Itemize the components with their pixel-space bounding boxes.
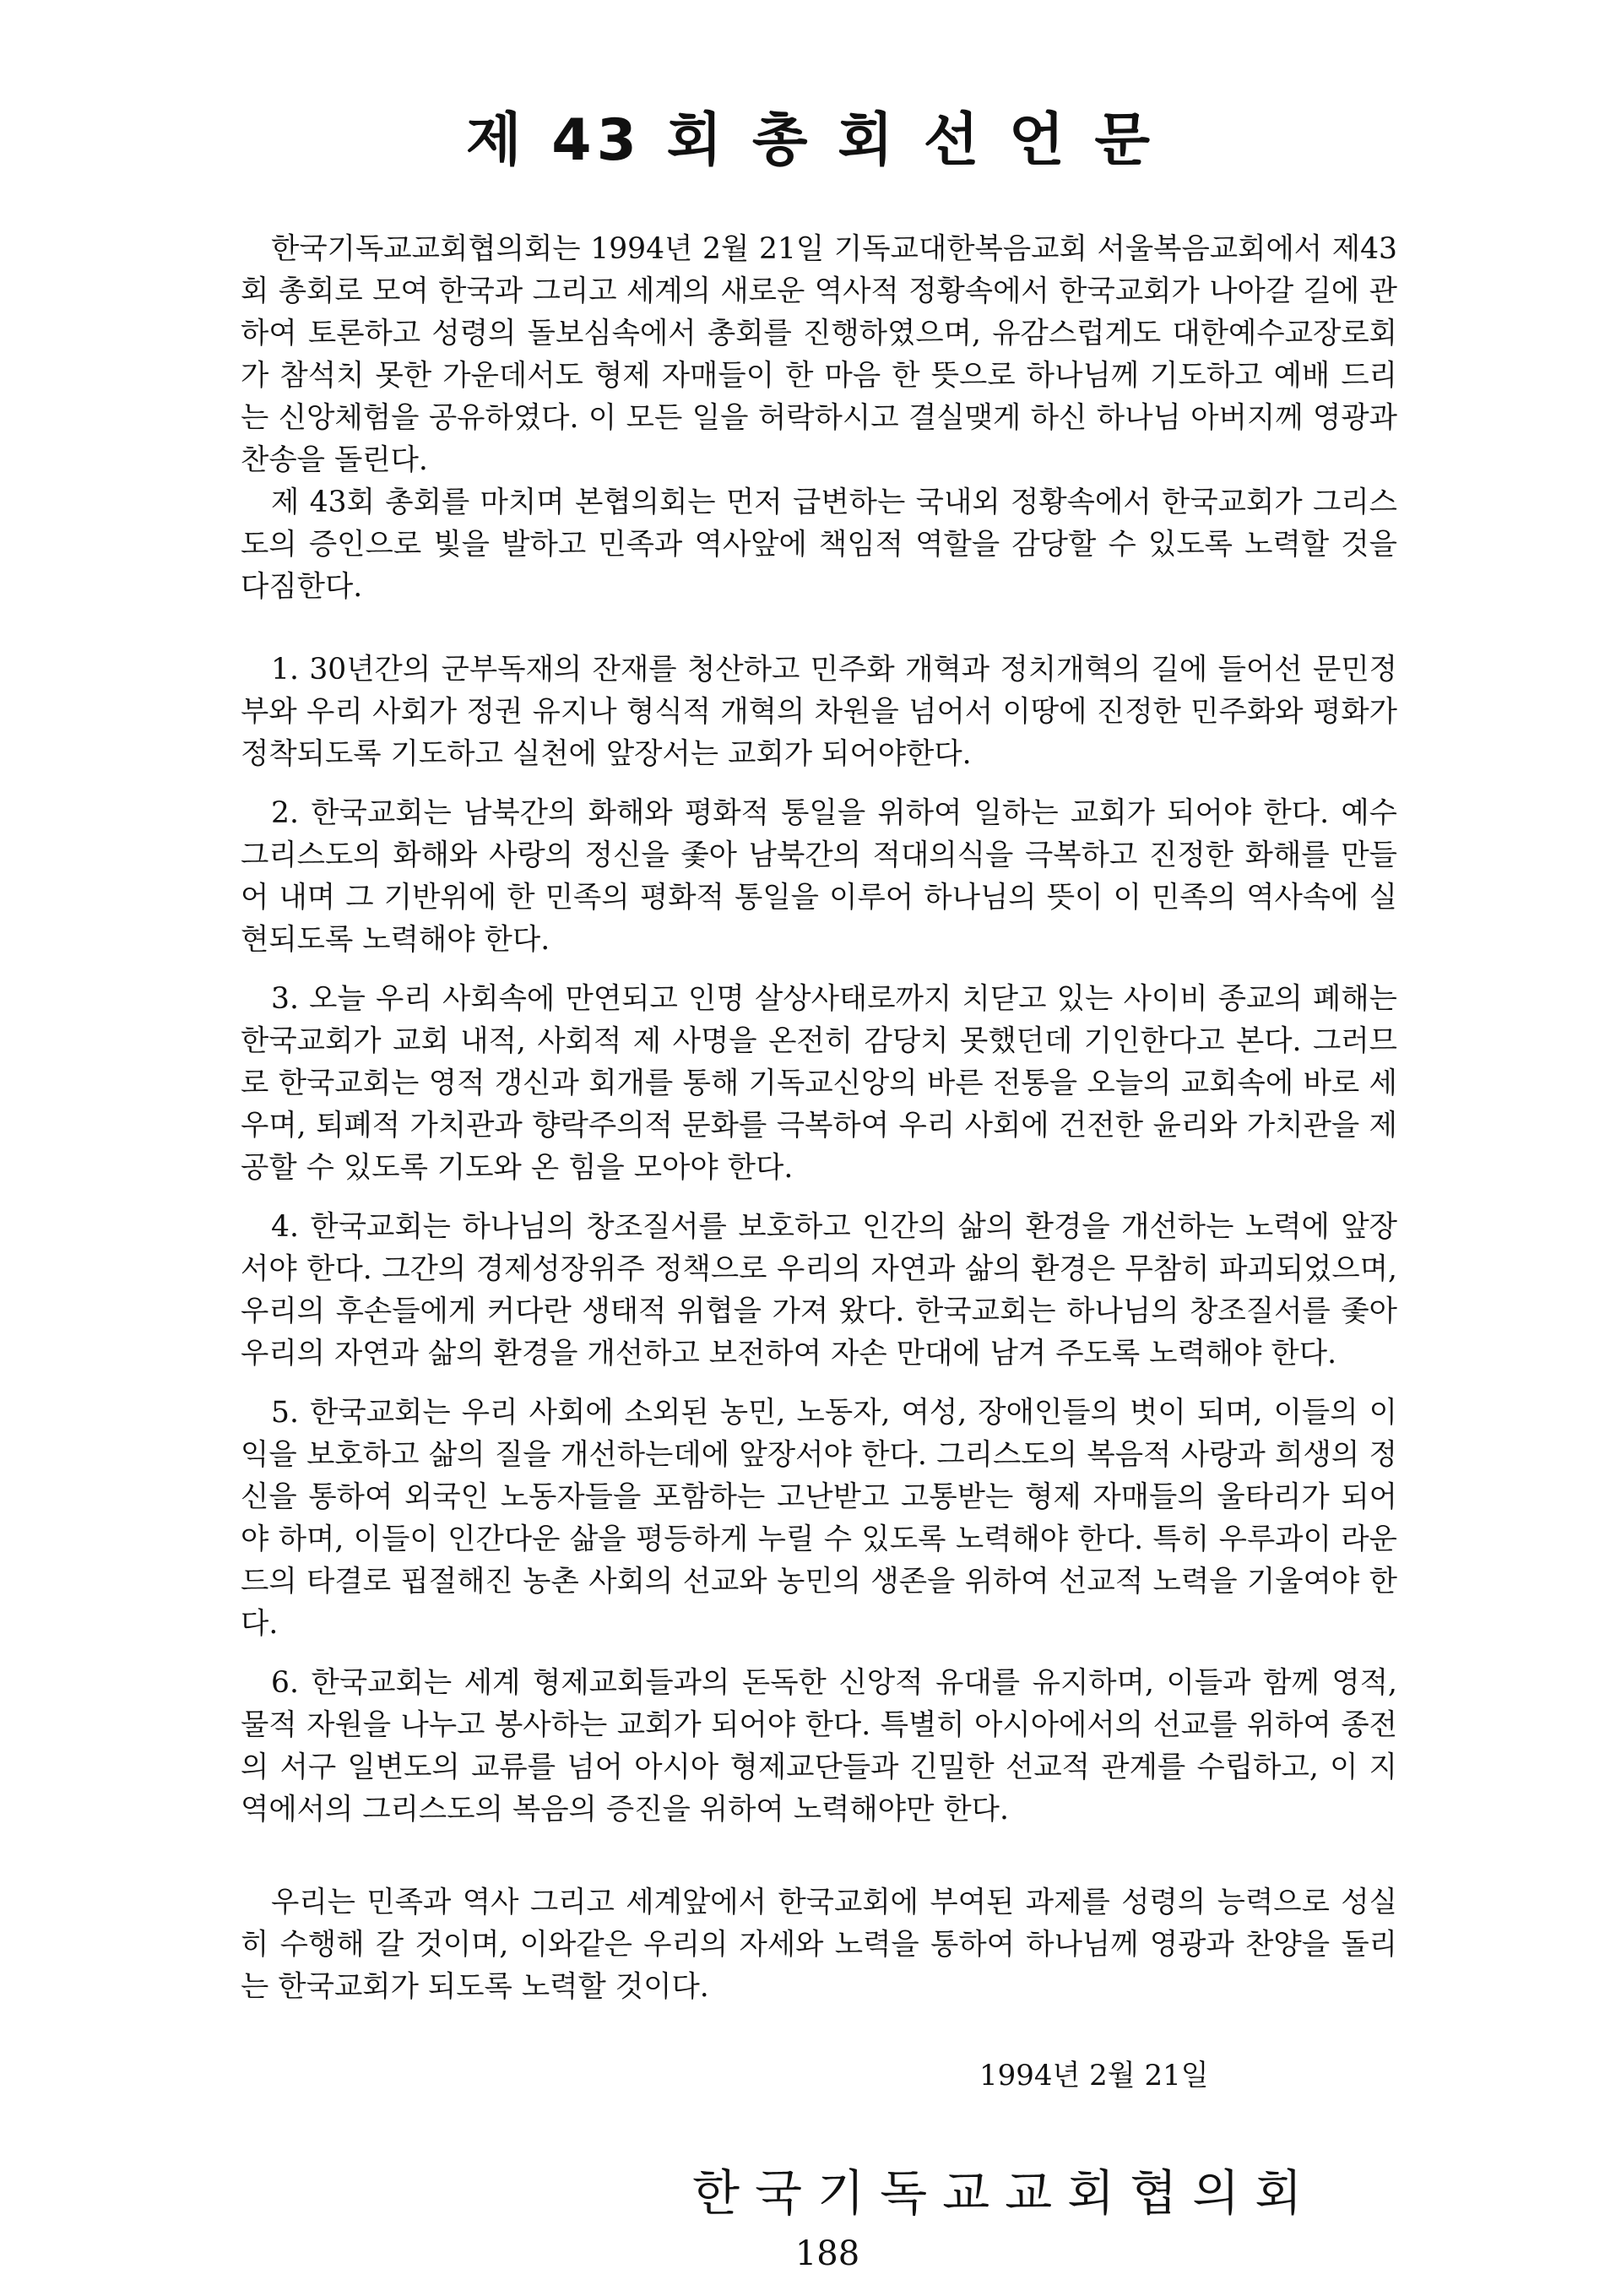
intro-paragraph-1: 한국기독교교회협의회는 1994년 2월 21일 기독교대한복음교회 서울복음교회에서 제43회 총회로 모여 한국과 그리고 세계의 새로운 역사적 정황속에서 한국교회가 나아갈 길에 관하여 토론하고 성령의 돌보심속에서 총회를 진행하였으며, 유감스럽게도 대한예수교장로회가 참석치 못한 가운데서도 형제 자매들이 한 마음 한 뜻으로 하나님께 기도하고 예배 드리는 신앙체험을 공유하였다. 이 모든 일을 허락하시고 결실맺게 하신 하나님 아버지께 영광과 찬송을 돌린다.: [241, 232, 1397, 477]
document-body: [241, 228, 1397, 2008]
resolution-item-1: 1. 30년간의 군부독재의 잔재를 청산하고 민주화 개혁과 정치개혁의 길에 들어선 문민정부와 우리 사회가 정권 유지나 형식적 개혁의 차원을 넘어서 이땅에 진정한 민주화와 평화가 정착되도록 기도하고 실천에 앞장서는 교회가 되어야한다.: [241, 653, 1397, 771]
resolution-item-2: 2. 한국교회는 남북간의 화해와 평화적 통일을 위하여 일하는 교회가 되어야 한다. 예수 그리스도의 화해와 사랑의 정신을 좇아 남북간의 적대의식을 극복하고 진정한 화해를 만들어 내며 그 기반위에 한 민족의 평화적 통일을 이루어 하나님의 뜻이 이 민족의 역사속에 실현되도록 노력해야 한다.: [241, 796, 1397, 957]
declaration-date: 1994년 2월 21일: [979, 2059, 1209, 2092]
resolution-item-6: 6. 한국교회는 세계 형제교회들과의 돈독한 신앙적 유대를 유지하며, 이들과 함께 영적, 물적 자원을 나누고 봉사하는 교회가 되어야 한다. 특별히 아시아에서의 선교를 위하여 종전의 서구 일변도의 교류를 넘어 아시아 형제교단들과 긴밀한 선교적 관계를 수립하고, 이 지역에서의 그리스도의 복음의 증진을 위하여 노력해야만 한다.: [241, 1666, 1397, 1826]
intro-paragraph-2: 제 43회 총회를 마치며 본협의회는 먼저 급변하는 국내외 정황속에서 한국교회가 그리스도의 증인으로 빛을 발하고 민족과 역사앞에 책임적 역할을 감당할 수 있도록 노력할 것을 다짐한다.: [241, 486, 1397, 604]
page-title: 제 43 회 총 회 선 언 문: [465, 107, 1156, 174]
organization-name: 한국기독교교회협의회: [692, 2164, 1318, 2222]
page-number: 188: [794, 2234, 860, 2273]
resolution-item-3: 3. 오늘 우리 사회속에 만연되고 인명 살상사태로까지 치닫고 있는 사이비 종교의 폐해는 한국교회가 교회 내적, 사회적 제 사명을 온전히 감당치 못했던데 기인한다고 본다. 그러므로 한국교회는 영적 갱신과 회개를 통해 기독교신앙의 바른 전통을 오늘의 교회속에 바로 세우며, 퇴폐적 가치관과 향락주의적 문화를 극복하여 우리 사회에 건전한 윤리와 가치관을 제공할 수 있도록 기도와 온 힘을 모아야 한다.: [241, 982, 1397, 1185]
resolution-item-5: 5. 한국교회는 우리 사회에 소외된 농민, 노동자, 여성, 장애인들의 벗이 되며, 이들의 이익을 보호하고 삶의 질을 개선하는데에 앞장서야 한다. 그리스도의 복음적 사랑과 희생의 정신을 통하여 외국인 노동자들을 포함하는 고난받고 고통받는 형제 자매들의 울타리가 되어야 하며, 이들이 인간다운 삶을 평등하게 누릴 수 있도록 노력해야 한다. 특히 우루과이 라운드의 타결로 핍절해진 농촌 사회의 선교와 농민의 생존을 위하여 선교적 노력을 기울여야 한다.: [241, 1396, 1397, 1641]
resolution-item-4: 4. 한국교회는 하나님의 창조질서를 보호하고 인간의 삶의 환경을 개선하는 노력에 앞장서야 한다. 그간의 경제성장위주 정책으로 우리의 자연과 삶의 환경은 무참히 파괴되었으며, 우리의 후손들에게 커다란 생태적 위협을 가져 왔다. 한국교회는 하나님의 창조질서를 좇아 우리의 자연과 삶의 환경을 개선하고 보전하여 자손 만대에 남겨 주도록 노력해야 한다.: [241, 1210, 1397, 1371]
closing-paragraph: 우리는 민족과 역사 그리고 세계앞에서 한국교회에 부여된 과제를 성령의 능력으로 성실히 수행해 갈 것이며, 이와같은 우리의 자세와 노력을 통하여 하나님께 영광과 찬양을 돌리는 한국교회가 되도록 노력할 것이다.: [241, 1886, 1397, 2004]
